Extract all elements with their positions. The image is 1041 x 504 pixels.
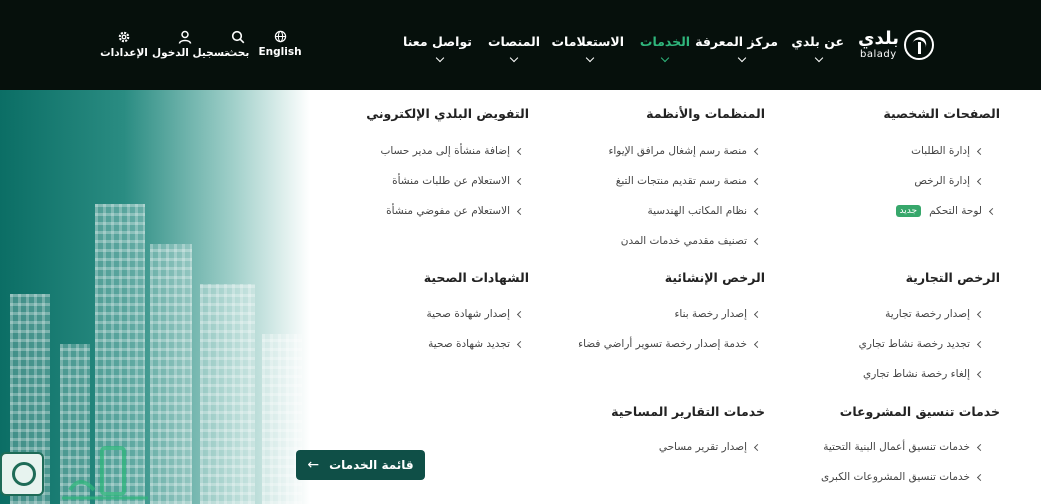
chevron-left-icon — [517, 340, 524, 347]
nav-inquiries[interactable]: الاستعلامات — [556, 34, 624, 68]
menu-link-infrastructure-coordination[interactable]: خدمات تنسيق أعمال البنية التحتية — [823, 441, 983, 453]
chevron-left-icon — [517, 207, 524, 214]
nav-about-balady[interactable]: عن بلدي — [794, 34, 844, 68]
services-list-button[interactable]: قائمة الخدمات ← — [296, 450, 425, 480]
menu-link-manage-requests[interactable]: إدارة الطلبات — [911, 145, 983, 157]
section-title-platforms-systems: المنظمات والأنظمة — [646, 106, 765, 121]
chevron-left-icon — [977, 340, 984, 347]
chevron-left-icon — [989, 207, 996, 214]
nav-contact-us[interactable]: تواصل معنا — [408, 34, 472, 68]
section-title-municipal-delegation: التفويض البلدي الإلكتروني — [366, 106, 529, 121]
user-icon — [178, 30, 192, 44]
login-button[interactable]: تسجيل الدخول — [152, 30, 218, 59]
menu-link-dashboard[interactable]: لوحة التحكم جديد — [896, 205, 995, 217]
menu-link-issue-survey-report[interactable]: إصدار تقرير مساحي — [659, 441, 760, 453]
section-title-commercial-licenses: الرخص التجارية — [905, 270, 1000, 285]
section-title-health-certificates: الشهادات الصحية — [423, 270, 529, 285]
accessibility-icon[interactable] — [0, 452, 44, 496]
chevron-left-icon — [517, 177, 524, 184]
chevron-left-icon — [517, 147, 524, 154]
chevron-down-icon — [586, 54, 594, 62]
menu-link-cancel-commercial-license[interactable]: إلغاء رخصة نشاط تجاري — [863, 368, 983, 380]
chevron-left-icon — [977, 473, 984, 480]
chevron-left-icon — [754, 340, 761, 347]
menu-link-issue-commercial-license[interactable]: إصدار رخصة تجارية — [885, 308, 983, 320]
chevron-left-icon — [977, 370, 984, 377]
chevron-left-icon — [754, 443, 761, 450]
chevron-left-icon — [754, 177, 761, 184]
chevron-left-icon — [977, 443, 984, 450]
chevron-left-icon — [754, 310, 761, 317]
arrow-left-icon: ← — [307, 457, 320, 473]
logo-english-text: balady — [860, 49, 897, 60]
menu-link-land-fencing-license[interactable]: خدمة إصدار رخصة تسوير أراضي فضاء — [578, 338, 760, 350]
section-title-personal-pages: الصفحات الشخصية — [883, 106, 1000, 121]
chevron-left-icon — [977, 177, 984, 184]
menu-link-inquire-facility-delegates[interactable]: الاستعلام عن مفوضي منشأة — [386, 205, 523, 217]
menu-link-renew-health-certificate[interactable]: تجديد شهادة صحية — [428, 338, 523, 350]
section-title-survey-reports: خدمات التقارير المساحية — [611, 404, 765, 419]
section-title-project-coordination: خدمات تنسيق المشروعات — [839, 404, 1000, 419]
chevron-left-icon — [977, 147, 984, 154]
balady-logo[interactable] — [858, 28, 934, 64]
logo-arabic-text: بلدي — [858, 28, 900, 49]
chevron-left-icon — [517, 310, 524, 317]
chevron-down-icon — [510, 54, 518, 62]
chevron-left-icon — [977, 310, 984, 317]
chevron-down-icon — [815, 54, 823, 62]
menu-link-accommodation-platform[interactable]: منصة رسم إشغال مرافق الإيواء — [608, 145, 760, 157]
menu-link-issue-building-license[interactable]: إصدار رخصة بناء — [674, 308, 760, 320]
gear-icon — [117, 30, 131, 44]
chevron-down-icon — [738, 54, 746, 62]
menu-link-tobacco-platform[interactable]: منصة رسم تقديم منتجات التبغ — [616, 175, 760, 187]
menu-link-renew-commercial-license[interactable]: تجديد رخصة نشاط تجاري — [859, 338, 983, 350]
menu-link-major-projects-coordination[interactable]: خدمات تنسيق المشروعات الكبرى — [821, 471, 983, 483]
menu-link-engineering-offices[interactable]: نظام المكاتب الهندسية — [647, 205, 760, 217]
top-header — [0, 0, 1041, 90]
search-button[interactable]: بحث — [222, 30, 254, 59]
nav-services[interactable]: الخدمات — [638, 34, 692, 68]
nav-knowledge-center[interactable]: مركز المعرفة — [706, 34, 778, 68]
chevron-left-icon — [754, 147, 761, 154]
city-skyline-background — [0, 90, 310, 504]
menu-link-city-services-classification[interactable]: تصنيف مقدمي خدمات المدن — [621, 235, 760, 247]
nav-platforms[interactable]: المنصات — [488, 34, 540, 68]
chevron-down-icon — [436, 54, 444, 62]
menu-link-manage-licenses[interactable]: إدارة الرخص — [914, 175, 983, 187]
menu-link-inquire-facility-requests[interactable]: الاستعلام عن طلبات منشأة — [392, 175, 523, 187]
settings-button[interactable]: الإعدادات — [100, 30, 148, 59]
chevron-left-icon — [754, 207, 761, 214]
chevron-down-icon — [661, 54, 669, 62]
globe-icon — [274, 30, 287, 43]
search-icon — [231, 30, 245, 44]
watermark-logo-icon — [60, 440, 150, 504]
palm-emblem-icon — [904, 30, 934, 60]
language-switch[interactable]: English — [258, 30, 302, 58]
new-badge: جديد — [896, 205, 922, 217]
chevron-left-icon — [754, 237, 761, 244]
section-title-construction-licenses: الرخص الإنشائية — [664, 270, 765, 285]
menu-link-issue-health-certificate[interactable]: إصدار شهادة صحية — [426, 308, 523, 320]
menu-link-add-facility-to-account-manager[interactable]: إضافة منشأة إلى مدير حساب — [380, 145, 523, 157]
